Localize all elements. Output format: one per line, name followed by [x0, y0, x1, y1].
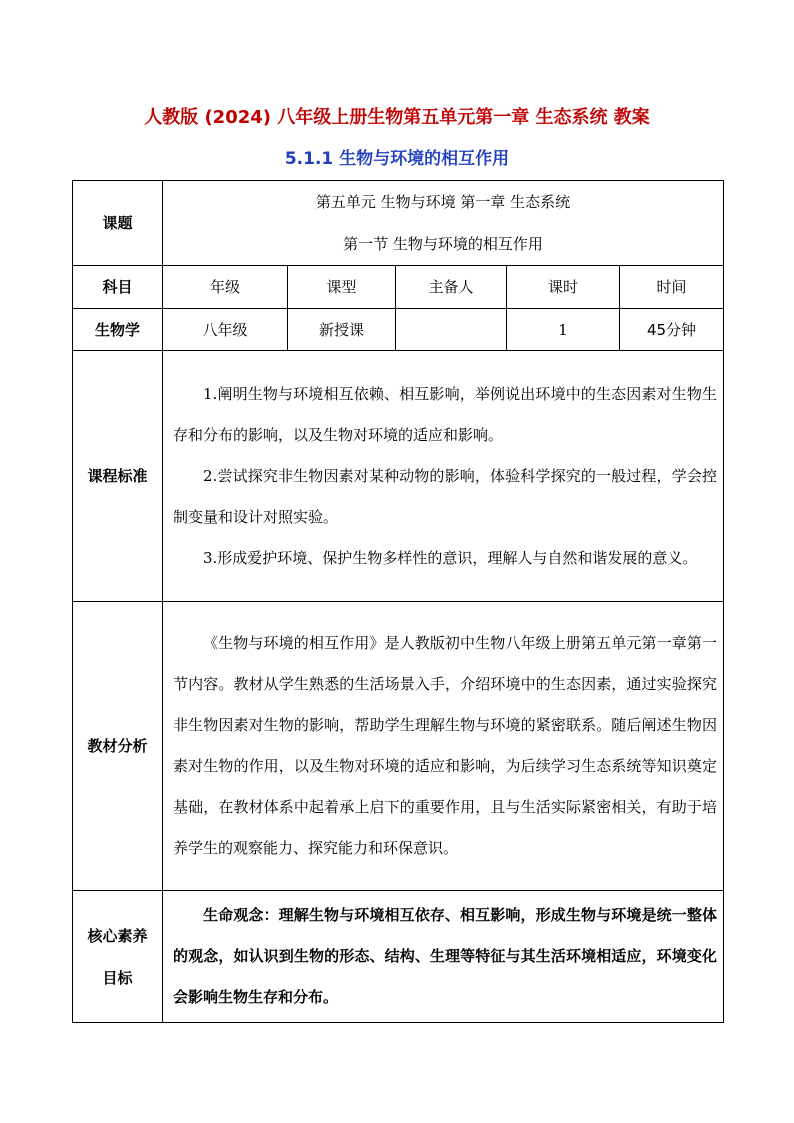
topic-section: 第一节 生物与环境的相互作用: [343, 235, 543, 253]
value-subject: 生物学: [73, 309, 163, 351]
value-lead-preparer: [396, 309, 507, 351]
standard-item: 1.阐明生物与环境相互依赖、相互影响，举例说出环境中的生态因素对生物生存和分布的影响，以及生物对环境的适应和影响。: [173, 384, 717, 444]
lesson-plan-table: [72, 180, 724, 1023]
lesson-subtitle: 5.1.1 生物与环境的相互作用: [284, 149, 510, 169]
header-grade: 年级: [163, 266, 288, 309]
value-periods: 1: [507, 309, 620, 351]
core-literacy-row: [73, 891, 724, 1023]
topic-row: [73, 181, 724, 266]
core-label-line1: 核心素养: [87, 926, 148, 945]
topic-label: 课题: [73, 181, 163, 266]
standard-item: 2.尝试探究非生物因素对某种动物的影响，体验科学探究的一般过程，学会控制变量和设计对照实验。: [173, 466, 717, 526]
analysis-row: [73, 602, 724, 891]
standards-cell: [163, 351, 724, 602]
header-periods: 课时: [507, 266, 620, 309]
standards-label: 课程标准: [73, 351, 163, 602]
core-label-line2: 目标: [102, 968, 133, 987]
analysis-cell: [163, 602, 724, 891]
header-time: 时间: [620, 266, 724, 309]
analysis-text: 《生物与环境的相互作用》是人教版初中生物八年级上册第五单元第一章第一节内容。教材从学生熟悉的生活场景入手，介绍环境中的生态因素，通过实验探究非生物因素对生物的影响，帮助学生理解生物与环境的紧密联系。随后阐述生物因素对生物的作用，以及生物对环境的适应和影响，为后续学习生态系统等知识奠定基础，在教材体系中起着承上启下的重要作用，且与生活实际紧密相关，有助于培养学生的观察能力、探究能力和环保意识。: [173, 634, 717, 857]
header-lead-preparer: 主备人: [396, 266, 507, 309]
header-subject: 科目: [73, 266, 163, 309]
analysis-label: 教材分析: [73, 602, 163, 891]
topic-unit-chapter: 第五单元 生物与环境 第一章 生态系统: [315, 193, 571, 211]
core-literacy-text: 生命观念：理解生物与环境相互依存、相互影响，形成生物与环境是统一整体的观念，如认识到生物的形态、结构、生理等特征与其生活环境相适应，环境变化会影响生物生存和分布。: [173, 906, 717, 1006]
value-time: 45分钟: [620, 309, 724, 351]
topic-cell: [163, 181, 724, 266]
core-literacy-label: [73, 891, 163, 1023]
value-lesson-type: 新授课: [288, 309, 396, 351]
value-grade: 八年级: [163, 309, 288, 351]
standards-row: [73, 351, 724, 602]
header-lesson-type: 课型: [288, 266, 396, 309]
core-literacy-cell: [163, 891, 724, 1023]
document-title: 人教版 (2024) 八年级上册生物第五单元第一章 生态系统 教案: [144, 107, 650, 128]
standard-item: 3.形成爱护环境、保护生物多样性的意识，理解人与自然和谐发展的意义。: [203, 548, 698, 567]
info-header-row: [73, 266, 724, 309]
info-value-row: [73, 309, 724, 351]
